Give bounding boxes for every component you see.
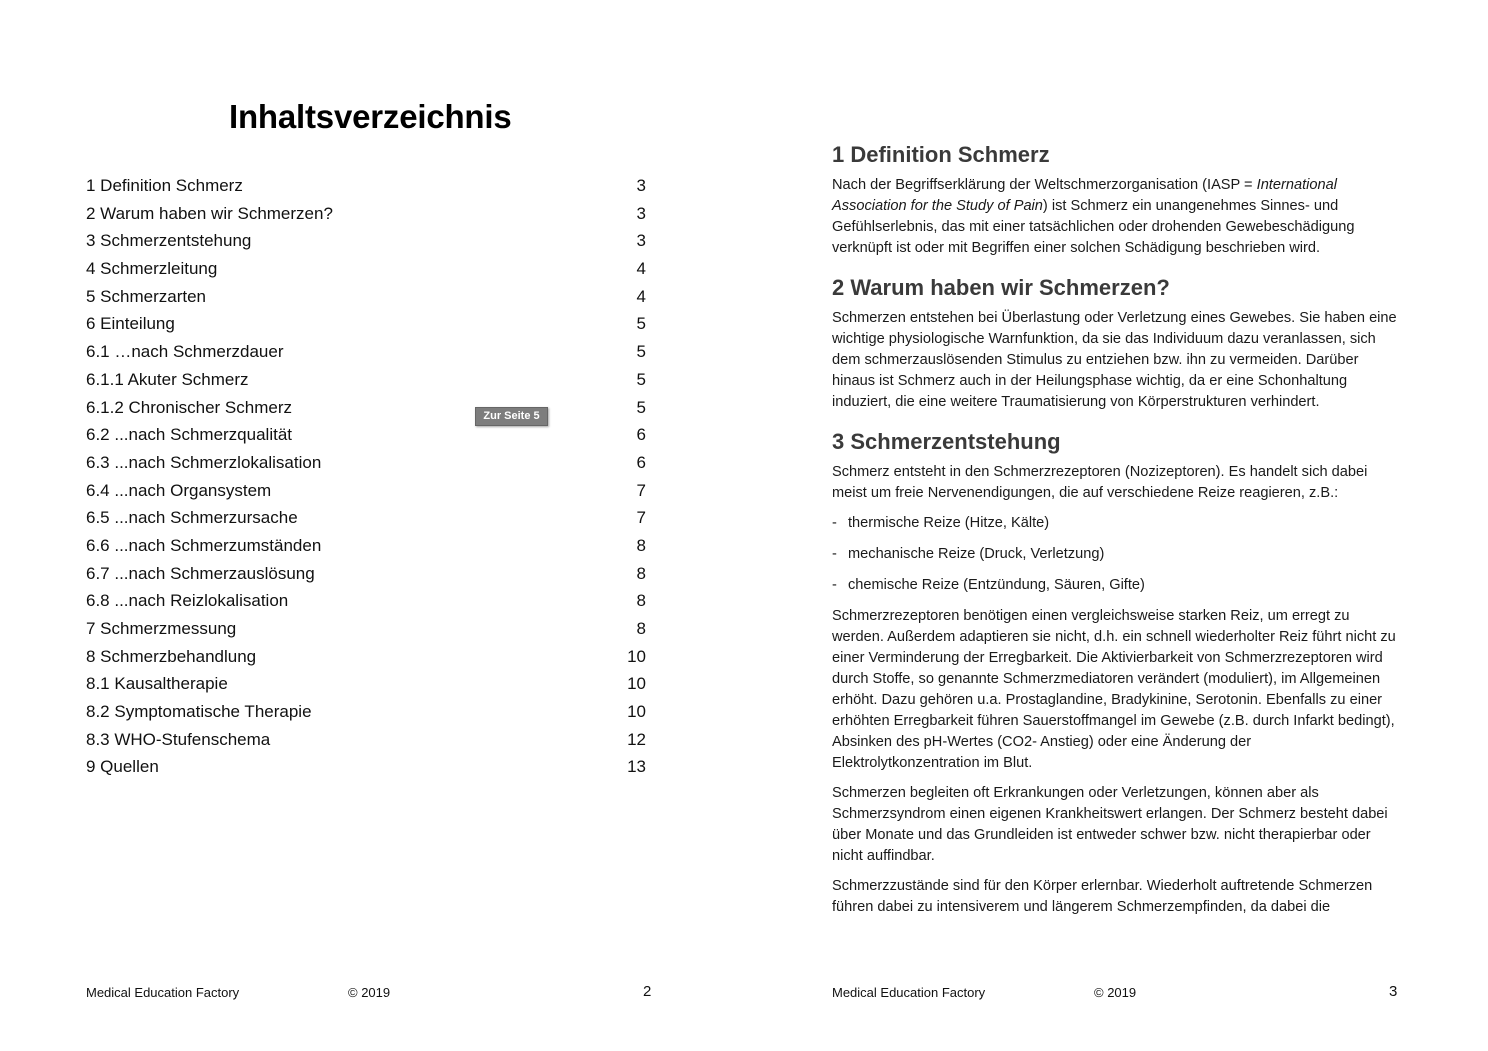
footer-copyright: © 2019 <box>1094 985 1137 1000</box>
toc-entry-page: 3 <box>636 203 646 223</box>
toc-entry-page: 4 <box>636 286 646 306</box>
toc-entry-page: 5 <box>636 397 646 417</box>
toc-entry-page: 10 <box>627 702 646 722</box>
toc-entry-label: 6.5 ...nach Schmerzursache <box>86 508 298 528</box>
toc-entry-label: 6.1.2 Chronischer Schmerz <box>86 397 292 417</box>
toc-entry[interactable] <box>86 702 646 730</box>
toc-entry-label: 1 Definition Schmerz <box>86 176 243 195</box>
toc-entry-label: 3 Schmerzentstehung <box>86 231 252 251</box>
page-content <box>832 141 1402 927</box>
toc-entry-label: 5 Schmerzarten <box>86 286 206 306</box>
toc-entry-label: 7 Schmerzmessung <box>86 619 237 638</box>
toc-entry-label: 8.1 Kausaltherapie <box>86 674 228 694</box>
toc-entry-label: 6.7 ...nach Schmerzauslösung <box>86 563 315 583</box>
toc-entry[interactable] <box>86 481 646 509</box>
bullet-dash: - <box>832 546 837 562</box>
toc-entry-page: 10 <box>627 674 646 694</box>
toc-entry[interactable] <box>86 314 646 342</box>
paragraph-italic-text: International Association for the Study of Pain <box>832 177 1337 214</box>
page-number: 2 <box>643 983 652 1000</box>
toc-entry-label: 8.3 WHO-Stufenschema <box>86 729 271 749</box>
toc-entry[interactable] <box>86 176 646 204</box>
toc-entry[interactable] <box>86 674 646 702</box>
toc-entry-label: 8.2 Symptomatische Therapie <box>86 702 312 722</box>
list-item <box>832 513 1402 534</box>
table-of-contents <box>86 176 646 785</box>
toc-entry-label: 6.4 ...nach Organsystem <box>86 480 272 500</box>
paragraph-text: ) ist Schmerz ein unangenehmes Sinnes- und Gefühlserlebnis, das mit einer tatsächlichen oder drohenden Gewebeschädigung verknüpft ist oder mit Begriffen einer solchen Schädigung beschrieben wird. <box>832 198 1355 256</box>
toc-entry[interactable] <box>86 647 646 675</box>
footer-copyright: © 2019 <box>348 985 391 1000</box>
section-paragraph: Schmerz entsteht in den Schmerzrezeptoren (Nozizeptoren). Es handelt sich dabei meist um freie Nervenendigungen, die auf verschiedene Reize reagieren, z.B.: <box>832 464 1368 501</box>
toc-entry[interactable] <box>86 370 646 398</box>
section-paragraph: Schmerzzustände sind für den Körper erlernbar. Wiederholt auftretende Schmerzen führen dabei zu intensiverem und längerem Schmerzempfinden, da dabei die <box>832 878 1373 915</box>
bullet-list <box>832 513 1402 596</box>
bullet-dash: - <box>832 577 837 593</box>
toc-entry-page: 5 <box>636 342 646 362</box>
list-item <box>832 575 1402 596</box>
section-heading: 2 Warum haben wir Schmerzen? <box>832 275 1170 300</box>
toc-entry[interactable] <box>86 591 646 619</box>
toc-entry-page: 5 <box>636 314 646 334</box>
toc-entry-label: 6.2 ...nach Schmerzqualität <box>86 425 293 445</box>
toc-entry-label: 2 Warum haben wir Schmerzen? <box>86 203 333 223</box>
toc-entry-page: 8 <box>636 619 646 638</box>
toc-entry-label: 6.8 ...nach Reizlokalisation <box>86 591 289 611</box>
toc-entry-label: 6.1.1 Akuter Schmerz <box>86 369 249 389</box>
section-paragraph: Schmerzrezeptoren benötigen einen vergleichsweise starken Reiz, um erregt zu werden. Außerdem adaptieren sie nicht, d.h. ein schnell wiederholter Reiz führt nicht zu einer Verminderung der Erregbarkeit. Die Aktivierbarkeit von Schmerzrezeptoren wird durch Stoffe, so genannte Schmerzmediatoren verändert (moduliert), im Allgemeinen erhöht. Dazu gehören u.a. Prostaglandine, Bradykinine, Serotonin. Ebenfalls zu einer erhöhten Erregbarkeit führen Sauerstoffmangel im Gewebe (z.B. durch Infarkt bedingt), Absinken des pH-Wertes (CO2- Anstieg) oder eine Änderung der Elektrolytkonzentration im Blut. <box>832 608 1396 771</box>
footer-organization: Medical Education Factory <box>86 985 240 1000</box>
toc-entry[interactable] <box>86 398 646 426</box>
toc-entry[interactable] <box>86 453 646 481</box>
page-number: 3 <box>1389 983 1398 1000</box>
toc-title: Inhaltsverzeichnis <box>229 98 512 135</box>
section-paragraph: Schmerzen entstehen bei Überlastung oder Verletzung eines Gewebes. Sie haben eine wichtige physiologische Warnfunktion, da sie das Individuum dazu veranlassen, sich dem schmerzauslösenden Stimulus zu entziehen bzw. ihn zu vermeiden. Darüber hinaus ist Schmerz auch in der Heilungsphase wichtig, da er eine Schonhaltung induziert, die eine weitere Traumatisierung von Körperstrukturen verhindert. <box>832 310 1397 410</box>
toc-entry[interactable] <box>86 757 646 785</box>
toc-entry-page: 4 <box>636 259 646 279</box>
list-item <box>832 544 1402 565</box>
toc-entry-page: 3 <box>636 176 646 195</box>
toc-entry-label: 6.6 ...nach Schmerzumständen <box>86 535 322 555</box>
toc-entry-page: 6 <box>636 452 646 472</box>
toc-entry[interactable] <box>86 287 646 315</box>
section-paragraph <box>832 175 1402 259</box>
toc-entry[interactable] <box>86 508 646 536</box>
link-tooltip: Zur Seite 5 <box>475 407 548 426</box>
toc-entry-page: 13 <box>627 757 646 777</box>
toc-entry-page: 10 <box>627 646 646 666</box>
toc-entry[interactable] <box>86 259 646 287</box>
toc-entry-label: 6 Einteilung <box>86 314 175 334</box>
toc-entry-page: 8 <box>636 535 646 555</box>
toc-entry-label: 4 Schmerzleitung <box>86 259 218 279</box>
toc-entry-page: 7 <box>636 480 646 500</box>
toc-entry-page: 6 <box>636 425 646 445</box>
right-page <box>744 0 1488 1051</box>
toc-entry[interactable] <box>86 342 646 370</box>
list-item-text: thermische Reize (Hitze, Kälte) <box>848 515 1050 531</box>
paragraph-text: Nach der Begriffserklärung der Weltschmerzorganisation (IASP = <box>832 177 1257 193</box>
list-item-text: chemische Reize (Entzündung, Säuren, Gifte) <box>848 577 1145 593</box>
toc-entry[interactable] <box>86 204 646 232</box>
toc-entry-page: 5 <box>636 369 646 389</box>
toc-entry-page: 12 <box>627 729 646 749</box>
toc-entry-page: 8 <box>636 591 646 611</box>
toc-entry-page: 7 <box>636 508 646 528</box>
toc-entry-label: 9 Quellen <box>86 757 159 777</box>
toc-entry-label: 6.1 …nach Schmerzdauer <box>86 342 284 362</box>
toc-entry-label: 8 Schmerzbehandlung <box>86 646 257 666</box>
toc-entry-page: 8 <box>636 563 646 583</box>
footer-organization: Medical Education Factory <box>832 985 986 1000</box>
toc-entry[interactable] <box>86 231 646 259</box>
toc-entry-page: 3 <box>636 231 646 251</box>
toc-entry[interactable] <box>86 425 646 453</box>
toc-entry[interactable] <box>86 536 646 564</box>
bullet-dash: - <box>832 515 837 531</box>
section-paragraph: Schmerzen begleiten oft Erkrankungen oder Verletzungen, können aber als Schmerzsyndrom einen eigenen Krankheitswert erlangen. Der Schmerz besteht dabei über Monate und das Grundleiden ist entweder schwer bzw. nicht therapierbar oder nicht auffindbar. <box>832 785 1388 864</box>
toc-entry[interactable] <box>86 564 646 592</box>
section-heading: 3 Schmerzentstehung <box>832 429 1061 454</box>
toc-entry[interactable] <box>86 730 646 758</box>
list-item-text: mechanische Reize (Druck, Verletzung) <box>848 546 1105 562</box>
toc-entry-label: 6.3 ...nach Schmerzlokalisation <box>86 452 322 472</box>
section-heading: 1 Definition Schmerz <box>832 142 1050 167</box>
toc-entry[interactable] <box>86 619 646 647</box>
